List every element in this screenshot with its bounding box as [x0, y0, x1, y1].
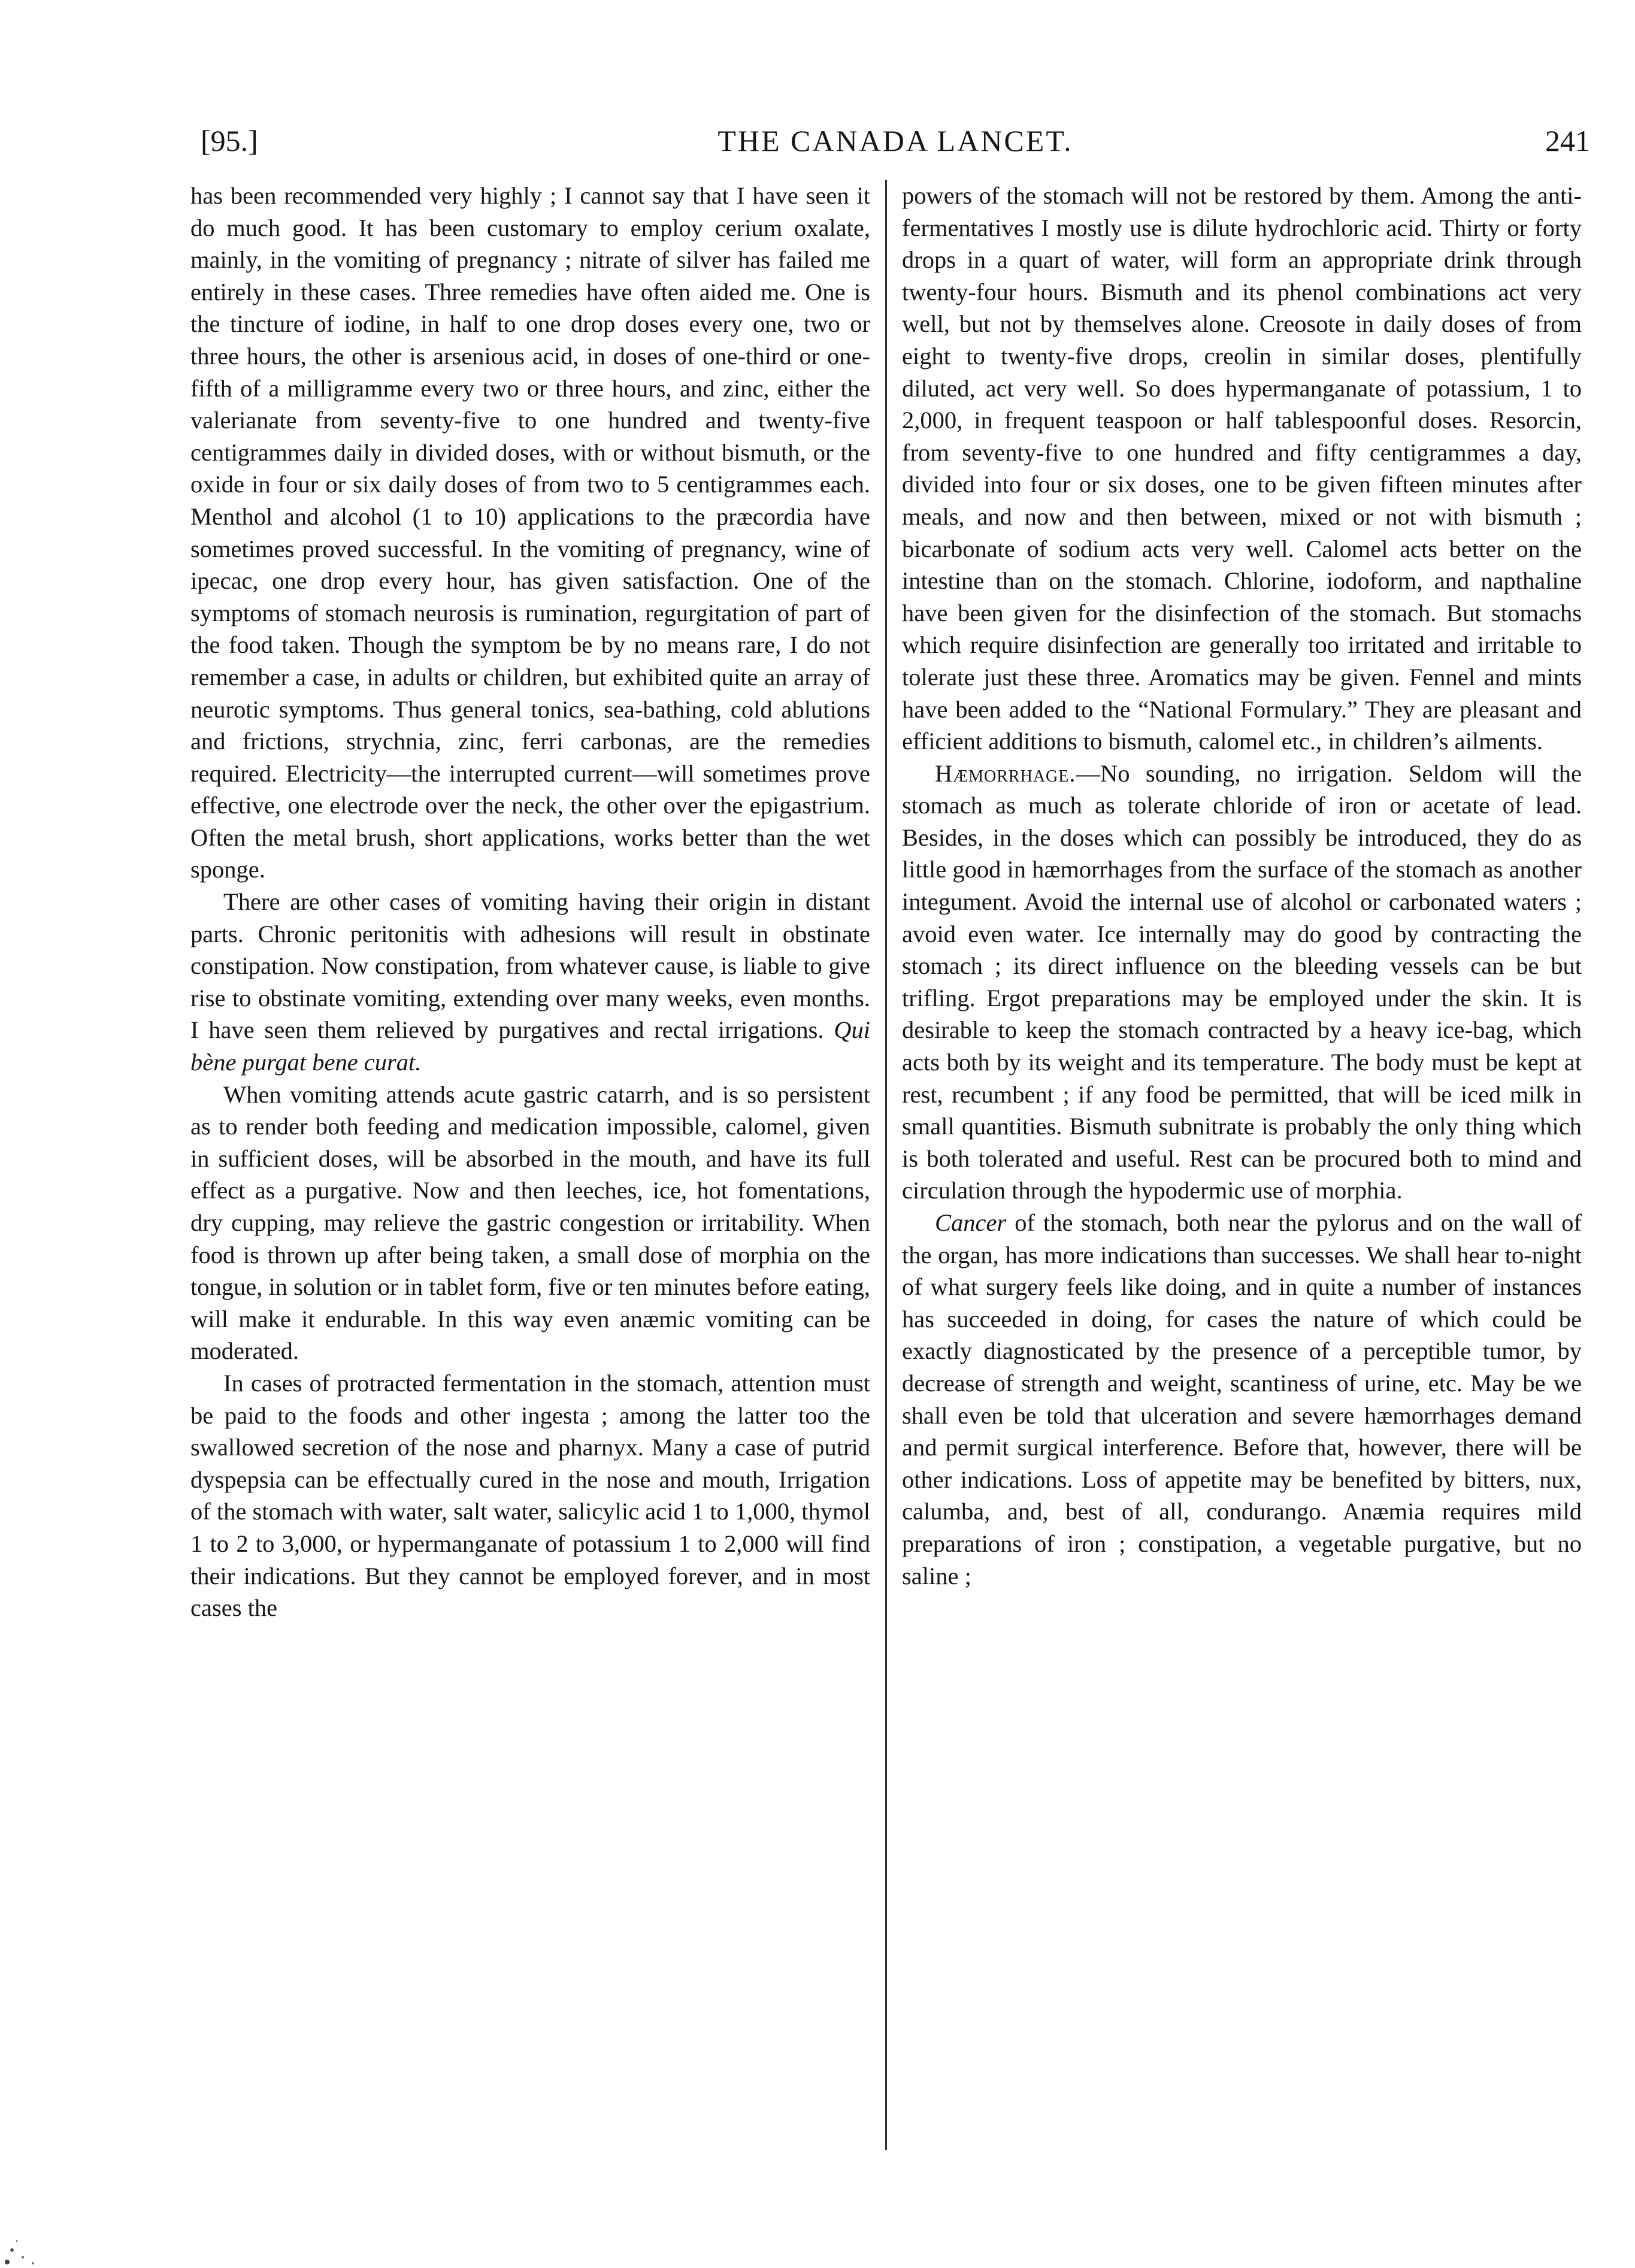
latin-maxim: Qui bène purgat bene curat. [190, 1016, 870, 1076]
paragraph-continued: has been recommended very highly ; I cannot say that I have seen it do much good. It has been customary to employ cerium oxalate, mainly, in the vomiting of pregnancy ; nitrate of silver has failed me entirely in these cases. Three remedies have often aided me. One is the tincture of iodine, in half to one drop doses every one, two or three hours, the other is arsenious acid, in doses of one-third or one-fifth of a milligramme every two or three hours, and zinc, either the valerianate from seventy-five to one hundred and twenty-five centigrammes daily in divided doses, with or without bismuth, or the oxide in four or six daily doses of from two to 5 centigrammes each. Menthol and alcohol (1 to 10) applications to the præcordia have sometimes proved successful. In the vomiting of pregnancy, wine of ipecac, one drop every hour, has given satisfaction. One of the symptoms of stomach neurosis is rumination, regurgitation of part of the food taken. Though the symptom be by no means rare, I do not remember a case, in adults or children, but exhibited quite an array of neurotic symptoms. Thus general tonics, sea-bathing, cold ablutions and frictions, strychnia, zinc, ferri carbonas, are the remedies required. Electricity—the interrupted current—will sometimes prove effective, one electrode over the neck, the other over the epigastrium. Often the metal brush, short applications, works better than the wet sponge. [190, 182, 870, 883]
paragraph-cancer [902, 1207, 1582, 1592]
volume-number: [95.] [201, 124, 258, 158]
section-heading-haemorrhage: Hæmorrhage. [935, 759, 1076, 787]
paragraph-gastric-catarrh: When vomiting attends acute gastric catarrh, and is so persistent as to render both feeding and medication impossible, calomel, given in sufficient doses, will be absorbed in the mouth, and have its full effect as a purgative. Now and then leeches, ice, hot fomentations, dry cupping, may relieve the gastric congestion or irritability. When food is thrown up after being taken, a small dose of morphia on the tongue, in solution or in tablet form, five or ten minutes before eating, will make it endurable. In this way even anæmic vomiting can be moderated. [190, 1080, 870, 1365]
column-divider [885, 180, 887, 2150]
paragraph-text: There are other cases of vomiting having their origin in distant parts. Chronic peritonitis with adhesions will result in obstinate constipation. Now constipation, from whatever cause, is liable to give rise to obstinate vomiting, extending over many weeks, even months. I have seen them relieved by purgatives and rectal irrigations. [190, 888, 870, 1044]
paragraph-fermentation: In cases of protracted fermentation in the stomach, attention must be paid to the foods and other ingesta ; among the latter too the swallowed secretion of the nose and pharnyx. Many a case of putrid dyspepsia can be effectually cured in the nose and mouth, Irrigation of the stomach with water, salt water, salicylic acid 1 to 1,000, thymol 1 to 2 to 3,000, or hypermanganate of potassium 1 to 2,000 will find their indications. But they cannot be employed forever, and in most cases the [190, 1369, 870, 1622]
paragraph-haemorrhage [902, 758, 1582, 1207]
paragraph-text: of the stomach, both near the pylorus and on the wall of the organ, has more indications than successes. We shall hear to-night of what surgery feels like doing, and in quite a number of instances has succeeded in doing, for cases the nature of which could be exactly diagnosticated by the presence of a perceptible tumor, by decrease of strength and weight, scantiness of urine, etc. May be we shall even be told that ulceration and severe hæmorrhages demand and permit surgical interference. Before that, however, there will be other indications. Loss of appetite may be benefited by bitters, nux, calumba, and, best of all, condurango. Anæmia requires mild preparations of iron ; constipation, a vegetable purgative, but no saline ; [902, 1209, 1582, 1589]
paragraph-distant-causes [190, 886, 870, 1079]
journal-title: THE CANADA LANCET. [717, 124, 1073, 158]
paragraph-anti-fermentatives: powers of the stomach will not be restored by them. Among the anti-fermentatives I mostly use is dilute hydrochloric acid. Thirty or forty drops in a quart of water, will form an appropriate drink through twenty-four hours. Bismuth and its phenol combinations act very well, but not by themselves alone. Creosote in daily doses of from eight to twenty-five drops, creolin in similar doses, plentifully diluted, act very well. So does hypermanganate of potassium, 1 to 2,000, in frequent teaspoon or half tablespoonful doses. Resorcin, from seventy-five to one hundred and fifty centigrammes a day, divided into four or six doses, one to be given fifteen minutes after meals, and now and then between, mixed or not with bismuth ; bicarbonate of sodium acts very well. Calomel acts better on the intestine than on the stomach. Chlorine, iodoform, and napthaline have been given for the disinfection of the stomach. But stomachs which require disinfection are generally too irritated and irritable to tolerate just these three. Aromatics may be given. Fennel and mints have been added to the “National Formulary.” They are pleasant and efficient additions to bismuth, calomel etc., in children’s ailments. [902, 182, 1582, 755]
page-number: 241 [1545, 124, 1590, 158]
print-speckle-decoration [0, 2178, 96, 2268]
left-column [190, 180, 870, 2174]
right-column [902, 180, 1582, 2174]
running-head [201, 117, 1590, 165]
paragraph-text: —No sounding, no irrigation. Seldom will the stomach as much as tolerate chloride of iron or acetate of lead. Besides, in the doses which can possibly be introduced, they do as little good in hæmorrhages from the surface of the stomach as another integument. Avoid the internal use of alcohol or carbonated waters ; avoid even water. Ice internally may do good by contracting the stomach ; its direct influence on the bleeding vessels can be but trifling. Ergot preparations may be employed under the skin. It is desirable to keep the stomach contracted by a heavy ice-bag, which acts both by its weight and its temperature. The body must be kept at rest, recumbent ; if any food be permitted, that will be iced milk in small quantities. Bismuth subnitrate is probably the only thing which is both tolerated and useful. Rest can be procured both to mind and circulation through the hypodermic use of morphia. [902, 759, 1582, 1204]
section-heading-cancer: Cancer [935, 1209, 1007, 1236]
